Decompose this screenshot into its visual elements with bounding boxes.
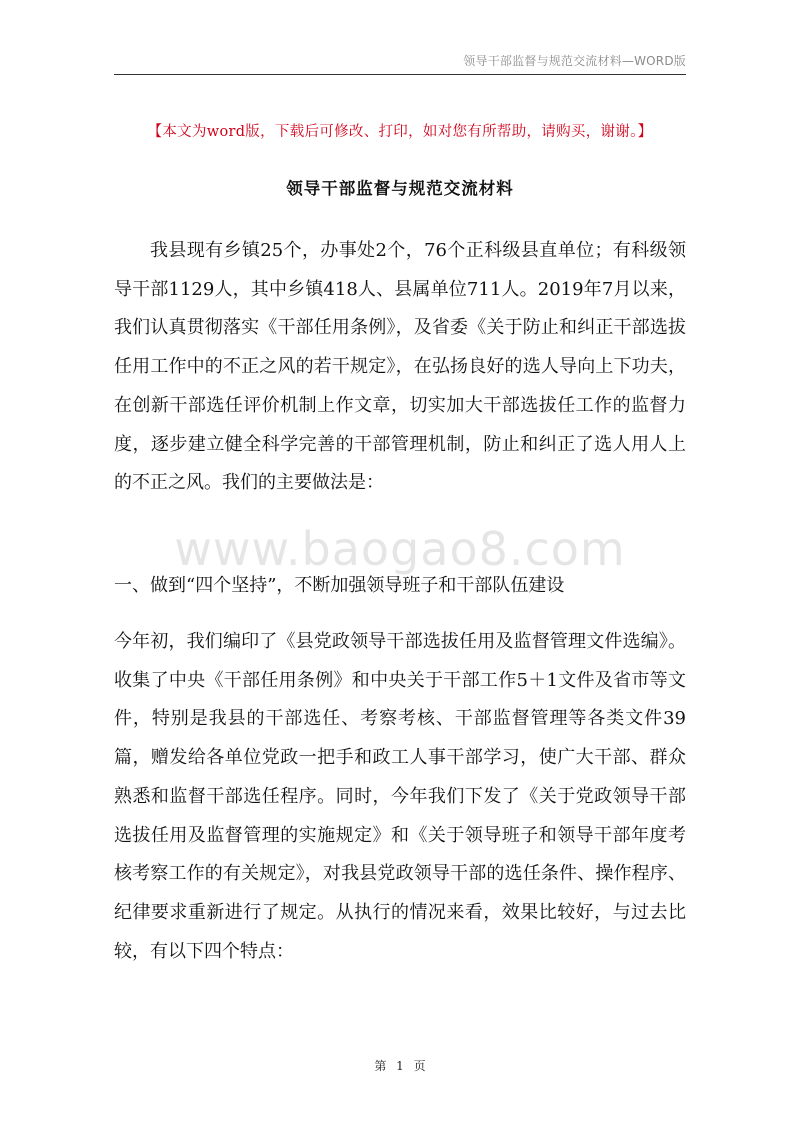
download-notice: 【本文为word版，下载后可修改、打印，如对您有所帮助，请购买，谢谢。】 (147, 124, 653, 140)
watermark-text: www.baogao8.com (174, 522, 626, 576)
page-suffix: 页 (413, 1059, 426, 1073)
page-number: 1 (396, 1059, 404, 1073)
intro-paragraph: 我县现有乡镇25个，办事处2个，76个正科级县直单位；有科级领导干部1129人，其中乡镇418人、县属单位711人。2019年7月以来，我们认真贯彻落实《干部任用条例》，及省委《关于防止和纠正干部选拔任用工作中的不正之风的若干规定》，在弘扬良好的选人导向上下功夫，在创新干部选任评价机制上作文章，切实加大干部选拔任工作的监督力度，逐步建立健全科学完善的干部管理机制，防止和纠正了选人用人上的不正之风。我们的主要做法是： (114, 240, 686, 494)
header-divider (114, 74, 686, 75)
document-title: 领导干部监督与规范交流材料 (286, 179, 514, 198)
section-heading: 一、做到“四个坚持”，不断加强领导班子和干部队伍建设 (114, 575, 565, 596)
page-prefix: 第 (374, 1059, 387, 1073)
page-footer (0, 1057, 800, 1074)
body-paragraph: 今年初，我们编印了《县党政领导干部选拔任用及监督管理文件选编》。收集了中央《干部任用条例》和中央关于干部工作5＋1文件及省市等文件，特别是我县的干部选任、考察考核、干部监督管理等各类文件39篇，赠发给各单位党政一把手和政工人事干部学习，使广大干部、群众熟悉和监督干部选任程序。同时，今年我们下发了《关于党政领导干部选拔任用及监督管理的实施规定》和《关于领导班子和领导干部年度考核考察工作的有关规定》，对我县党政领导干部的选任条件、操作程序、纪律要求重新进行了规定。从执行的情况来看，效果比较好，与过去比较，有以下四个特点： (114, 631, 686, 962)
running-header: 领导干部监督与规范交流材料—WORD版 (463, 54, 686, 68)
